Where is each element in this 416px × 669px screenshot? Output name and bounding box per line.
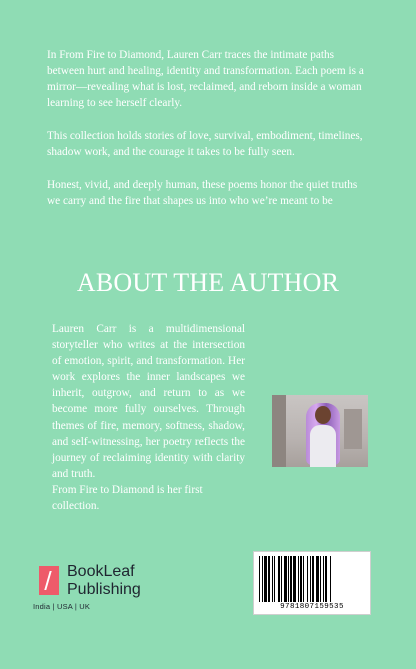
publisher-name-line1: BookLeaf (67, 563, 135, 580)
publisher-logo-mark (39, 566, 59, 595)
barcode-bars (259, 556, 365, 602)
publisher-regions: India | USA | UK (33, 602, 91, 611)
blurb-paragraph-2: This collection holds stories of love, survival, embodiment, timelines, shadow work, and the courage it takes to be fully seen. (47, 130, 363, 158)
publisher-name-line2: Publishing (67, 581, 141, 598)
author-bio (52, 321, 245, 514)
about-author-heading: ABOUT THE AUTHOR (76, 268, 340, 297)
blurb-paragraph-1: In From Fire to Diamond, Lauren Carr traces the intimate paths between hurt and healing, identity and transformation. Each poem is a mirror—revealing what is lost, reclaimed, and reborn inside a woman learning to see herself clearly. (47, 49, 364, 109)
author-bio-text: Lauren Carr is a multidimensional storyteller who writes at the intersection of emotion, spirit, and transformation. Her work explores the inner landscapes we inherit, outgrow, and return to as we become more fully ourselves. Through themes of fire, memory, softness, shadow, and self-witnessing, her poetry reflects the journey of reclaiming identity with clarity and truth. (52, 323, 245, 480)
book-blurb (47, 47, 371, 226)
publisher-name (67, 563, 217, 599)
isbn-barcode (253, 551, 371, 615)
blurb-paragraph-3: Honest, vivid, and deeply human, these poems honor the quiet truths we carry and the fire that shapes us into who we’re meant to be (47, 179, 358, 207)
author-photo (272, 395, 368, 467)
isbn-number: 9781807159535 (280, 603, 344, 611)
author-bio-closing: From Fire to Diamond is her first collection. (52, 483, 203, 513)
